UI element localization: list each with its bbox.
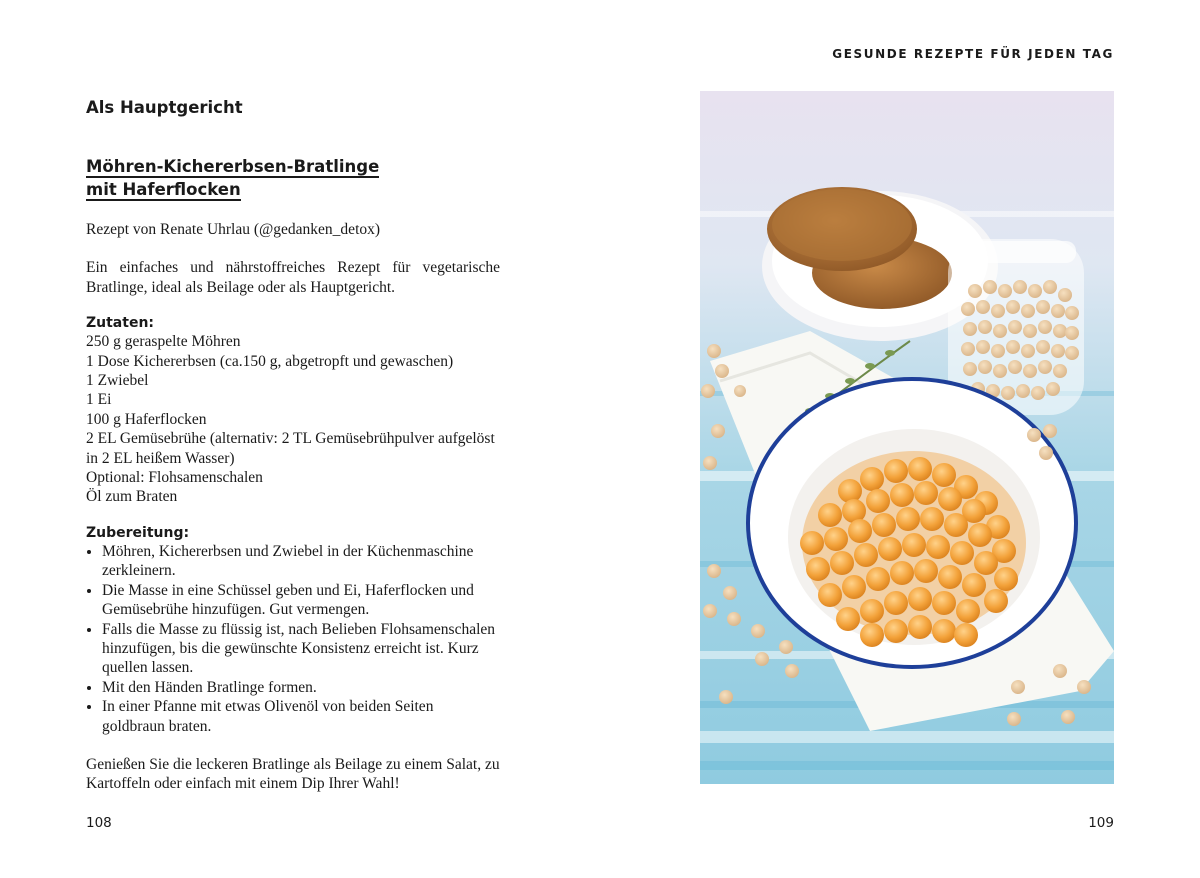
- ingredient-item: 1 Zwiebel: [86, 372, 149, 390]
- recipe-author: Rezept von Renate Uhrlau (@gedanken_detox): [86, 221, 381, 238]
- step-item: • Mit den Händen Bratlinge formen.: [102, 678, 500, 697]
- ingredient-item: 1 Ei: [86, 391, 112, 409]
- ingredients-list: [86, 332, 500, 507]
- recipe-title: [86, 155, 500, 201]
- step-item: • Die Masse in eine Schüssel geben und Ei, Haferflocken und Gemüsebrühe hinzufügen. Gut vermengen.: [102, 581, 500, 620]
- ingredient-item: 100 g Haferflocken: [86, 410, 207, 428]
- steps-list: [86, 542, 500, 736]
- recipe-title-line1: Möhren-Kichererbsen-Bratlinge: [86, 157, 380, 176]
- recipe-description: Ein einfaches und nährstoffreiches Rezept für vegetarische Bratlinge, ideal als Beilage oder als Hauptgericht.: [86, 259, 500, 296]
- left-page-content: [86, 98, 500, 794]
- step-item: • Falls die Masse zu flüssig ist, nach Belieben Flohsamenschalen hinzufügen, bis die gewünschte Konsistenz erreicht ist. Kurz quellen lassen.: [102, 620, 500, 678]
- running-header: GESUNDE REZEPTE FÜR JEDEN TAG: [832, 47, 1114, 61]
- page-number-right: 109: [1088, 815, 1114, 831]
- ingredient-item: Optional: Flohsamenschalen: [86, 469, 263, 487]
- ingredients-heading: Zutaten:: [86, 315, 155, 332]
- closing-note: Genießen Sie die leckeren Bratlinge als Beilage zu einem Salat, zu Kartoffeln oder einfach mit einem Dip Ihrer Wahl!: [86, 755, 500, 793]
- photo-illustration: [700, 91, 1114, 784]
- step-item: • In einer Pfanne mit etwas Olivenöl von beiden Seiten goldbraun braten.: [102, 697, 500, 736]
- ingredient-item: 1 Dose Kichererbsen (ca.150 g, abgetropft und gewaschen): [86, 352, 454, 370]
- recipe-photo: [700, 91, 1114, 784]
- recipe-title-line2: mit Haferflocken: [86, 180, 241, 199]
- ingredient-item: 250 g geraspelte Möhren: [86, 333, 241, 351]
- ingredient-item: Öl zum Braten: [86, 488, 178, 506]
- page-number-left: 108: [86, 815, 112, 831]
- section-title: Als Hauptgericht: [86, 98, 243, 117]
- ingredient-item: 2 EL Gemüsebrühe (alternativ: 2 TL Gemüsebrühpulver aufgelöst in 2 EL heißem Wasser): [86, 430, 495, 467]
- step-item: • Möhren, Kichererbsen und Zwiebel in der Küchenmaschine zerkleinern.: [102, 542, 500, 581]
- steps-heading: Zubereitung:: [86, 524, 190, 541]
